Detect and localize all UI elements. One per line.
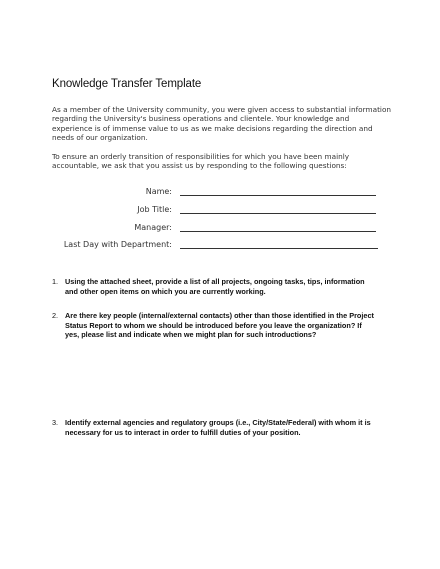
job-title-label: Job Title: (137, 205, 172, 214)
question-1 (52, 277, 372, 307)
question-number: 3. (52, 418, 59, 427)
request-paragraph: To ensure an orderly transition of responsibilities for which you have been mainly accountable, we ask that you assist us by responding to the following questions: (52, 152, 350, 171)
question-number: 2. (52, 311, 59, 320)
manager-field[interactable] (180, 231, 376, 232)
name-field[interactable] (180, 195, 376, 196)
question-text: Identify external agencies and regulatory groups (i.e., City/State/Federal) with whom it is necessary for us to interact in order to fulfill duties of your position. (65, 418, 371, 437)
question-text: Are there key people (internal/external contacts) other than those identified in the Project Status Report to whom we should be introduced before you leave the organization? If yes, please list and indicate when we might plan for such introductions? (65, 311, 374, 340)
last-day-label: Last Day with Department: (63, 240, 172, 249)
question-text: Using the attached sheet, provide a list of all projects, ongoing tasks, tips, information and other open items on which you are currently working. (65, 277, 365, 296)
question-3 (52, 418, 372, 448)
job-title-field[interactable] (180, 213, 376, 214)
name-label: Name: (145, 187, 172, 196)
intro-paragraph: As a member of the University community, you were given access to substantial information regarding the University's business operations and clientele. Your knowledge and experience is of immense value to us as we make decisions regarding the direction and needs of our organization. (52, 105, 392, 143)
last-day-field[interactable] (180, 248, 378, 249)
question-number: 1. (52, 277, 59, 286)
manager-label: Manager: (134, 223, 172, 232)
document-title: Knowledge Transfer Template (52, 78, 202, 90)
question-2 (52, 311, 372, 351)
